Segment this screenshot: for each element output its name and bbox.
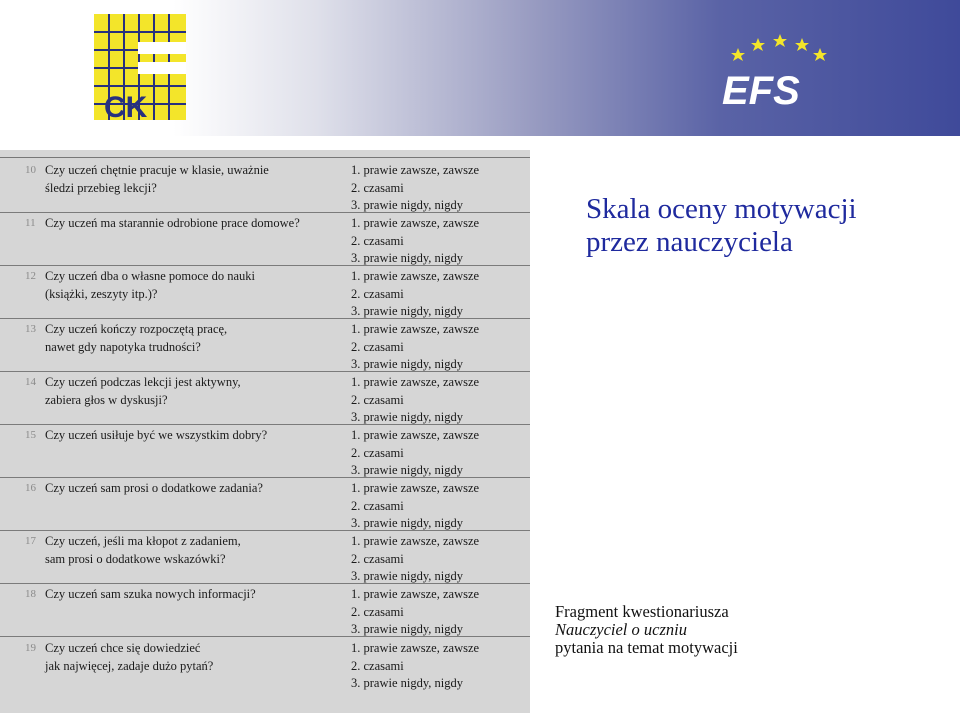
answer-option-2: 2. czasami [351,445,404,460]
efs-logo [718,30,838,110]
answer-option-3: 3. prawie nigdy, nigdy [351,198,464,212]
answer-option-1: 1. prawie zawsze, zawsze [351,322,480,336]
question-text: Czy uczeń sam szuka nowych informacji? [45,587,256,601]
answer-option-2: 2. czasami [351,658,404,673]
question-text: Czy uczeń kończy rozpoczętą pracę, nawet gdy napotyka trudności? [45,322,228,354]
answer-option-3: 3. prawie nigdy, nigdy [351,676,464,690]
question-text: Czy uczeń chętnie pracuje w klasie, uważnie śledzi przebieg lekcji? [45,163,269,195]
answer-option-2: 2. czasami [351,604,404,619]
answer-option-3: 3. prawie nigdy, nigdy [351,357,464,371]
question-text: Czy uczeń podczas lekcji jest aktywny, zabiera głos w dyskusji? [45,375,241,407]
answer-option-2: 2. czasami [351,180,404,195]
question-row [0,638,530,691]
question-row [0,372,530,425]
eu-stars-icon [731,34,827,61]
header-band [0,0,960,136]
question-text: Czy uczeń, jeśli ma kłopot z zadaniem, sam prosi o dodatkowe wskazówki? [45,534,241,566]
slide-title-line2: przez nauczyciela [586,226,793,258]
answer-option-3: 3. prawie nigdy, nigdy [351,622,464,636]
question-number: 14 [25,376,36,388]
answer-option-2: 2. czasami [351,339,404,354]
answer-option-2: 2. czasami [351,286,404,301]
answer-option-3: 3. prawie nigdy, nigdy [351,569,464,583]
question-text: Czy uczeń ma starannie odrobione prace domowe? [45,216,300,230]
question-number: 15 [25,429,36,441]
answer-option-1: 1. prawie zawsze, zawsze [351,375,480,389]
row-divider [0,636,530,637]
question-text: Czy uczeń usiłuje być we wszystkim dobry? [45,428,268,442]
answer-option-1: 1. prawie zawsze, zawsze [351,481,480,495]
efs-logo-text: EFS [722,69,800,110]
questionnaire-scan [0,150,530,713]
answer-option-1: 1. prawie zawsze, zawsze [351,269,480,283]
slide-title [586,193,946,259]
answer-option-1: 1. prawie zawsze, zawsze [351,428,480,442]
question-text: Czy uczeń dba o własne pomoce do nauki (książki, zeszyty itp.)? [45,269,256,301]
answer-option-2: 2. czasami [351,233,404,248]
question-number: 13 [25,323,36,335]
answer-option-2: 2. czasami [351,498,404,513]
figure-caption [555,603,955,657]
ck-logo-text: CK [104,91,148,124]
answer-option-1: 1. prawie zawsze, zawsze [351,534,480,548]
ck-logo [94,14,194,124]
answer-option-3: 3. prawie nigdy, nigdy [351,304,464,318]
question-row [0,531,530,584]
question-number: 11 [25,217,36,229]
question-row [0,584,530,637]
question-number: 17 [25,535,36,547]
question-row [0,425,530,478]
question-text: Czy uczeń chce się dowiedzieć jak najwięcej, zadaje dużo pytań? [45,641,214,673]
answer-option-3: 3. prawie nigdy, nigdy [351,516,464,530]
answer-option-3: 3. prawie nigdy, nigdy [351,251,464,265]
question-row [0,319,530,372]
answer-option-3: 3. prawie nigdy, nigdy [351,463,464,477]
answer-option-1: 1. prawie zawsze, zawsze [351,163,480,177]
caption-line2: Nauczyciel o uczniu [555,620,687,639]
answer-option-2: 2. czasami [351,551,404,566]
answer-option-1: 1. prawie zawsze, zawsze [351,216,480,230]
answer-option-1: 1. prawie zawsze, zawsze [351,641,480,655]
question-text: Czy uczeń sam prosi o dodatkowe zadania? [45,481,263,495]
question-row [0,160,530,213]
question-number: 10 [25,164,36,176]
question-number: 16 [25,482,36,494]
answer-option-1: 1. prawie zawsze, zawsze [351,587,480,601]
answer-option-3: 3. prawie nigdy, nigdy [351,410,464,424]
question-row [0,478,530,531]
question-number: 19 [25,642,36,654]
scan-top-line [0,157,530,158]
slide-title-line1: Skala oceny motywacji [586,193,857,225]
question-number: 18 [25,588,36,600]
question-row [0,213,530,266]
caption-line1: Fragment kwestionariusza [555,602,729,621]
question-number: 12 [25,270,36,282]
answer-option-2: 2. czasami [351,392,404,407]
caption-line3: pytania na temat motywacji [555,638,738,657]
question-row [0,266,530,319]
